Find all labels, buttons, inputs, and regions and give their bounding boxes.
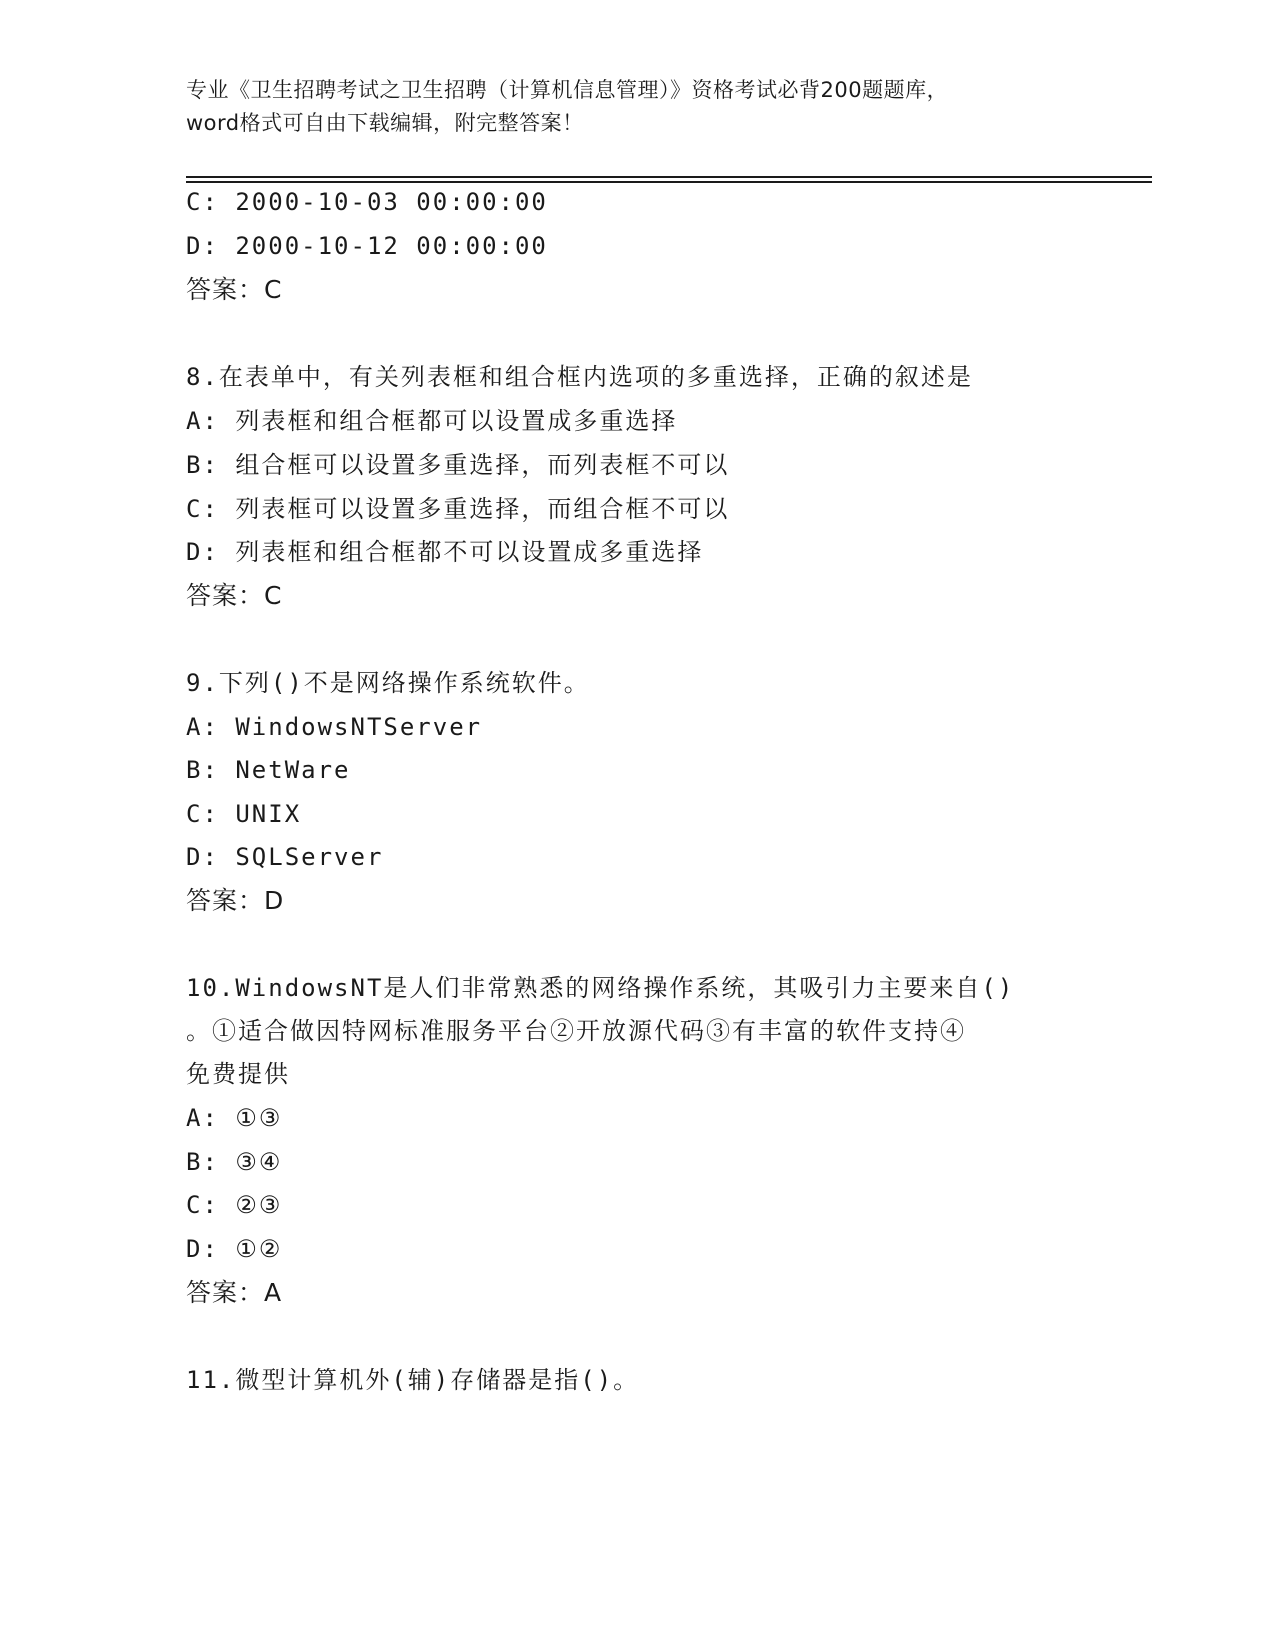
- q7-option-c: C: 2000-10-03 00:00:00: [186, 188, 548, 216]
- header-title-line-1: 专业《卫生招聘考试之卫生招聘（计算机信息管理）》资格考试必背200题题库，: [186, 78, 949, 102]
- q10-option-b: B: ③④: [186, 1148, 283, 1176]
- q8-question: 8.在表单中，有关列表框和组合框内选项的多重选择，正确的叙述是: [186, 363, 973, 391]
- q10-option-a: A: ①③: [186, 1104, 283, 1132]
- q8-option-d: D: 列表框和组合框都不可以设置成多重选择: [186, 538, 704, 566]
- q10-question-line-1: 10.WindowsNT是人们非常熟悉的网络操作系统，其吸引力主要来自(): [186, 974, 1015, 1002]
- header-divider-top: [186, 176, 1152, 178]
- header-title-line-2: word格式可自由下载编辑，附完整答案！: [186, 111, 584, 135]
- q9-option-c: C: UNIX: [186, 800, 302, 828]
- q8-option-b: B: 组合框可以设置多重选择，而列表框不可以: [186, 451, 730, 479]
- q10-option-d: D: ①②: [186, 1235, 283, 1263]
- q9-answer: 答案：D: [186, 886, 285, 915]
- q7-option-d: D: 2000-10-12 00:00:00: [186, 232, 548, 260]
- q8-option-c: C: 列表框可以设置多重选择，而组合框不可以: [186, 495, 730, 523]
- q11-question: 11.微型计算机外(辅)存储器是指()。: [186, 1366, 640, 1394]
- q9-option-a: A: WindowsNTServer: [186, 713, 483, 741]
- q8-option-a: A: 列表框和组合框都可以设置成多重选择: [186, 407, 678, 435]
- q10-question-line-2: 。①适合做因特网标准服务平台②开放源代码③有丰富的软件支持④: [186, 1017, 966, 1045]
- q9-option-d: D: SQLServer: [186, 843, 384, 871]
- q10-option-c: C: ②③: [186, 1191, 283, 1219]
- q7-answer: 答案：C: [186, 275, 283, 304]
- document-header: [186, 74, 1086, 140]
- q9-option-b: B: NetWare: [186, 756, 351, 784]
- q10-answer: 答案：A: [186, 1278, 283, 1307]
- q9-question: 9.下列()不是网络操作系统软件。: [186, 669, 590, 697]
- q10-question-line-3: 免费提供: [186, 1060, 290, 1088]
- header-divider-bottom: [186, 181, 1152, 183]
- q8-answer: 答案：C: [186, 581, 283, 610]
